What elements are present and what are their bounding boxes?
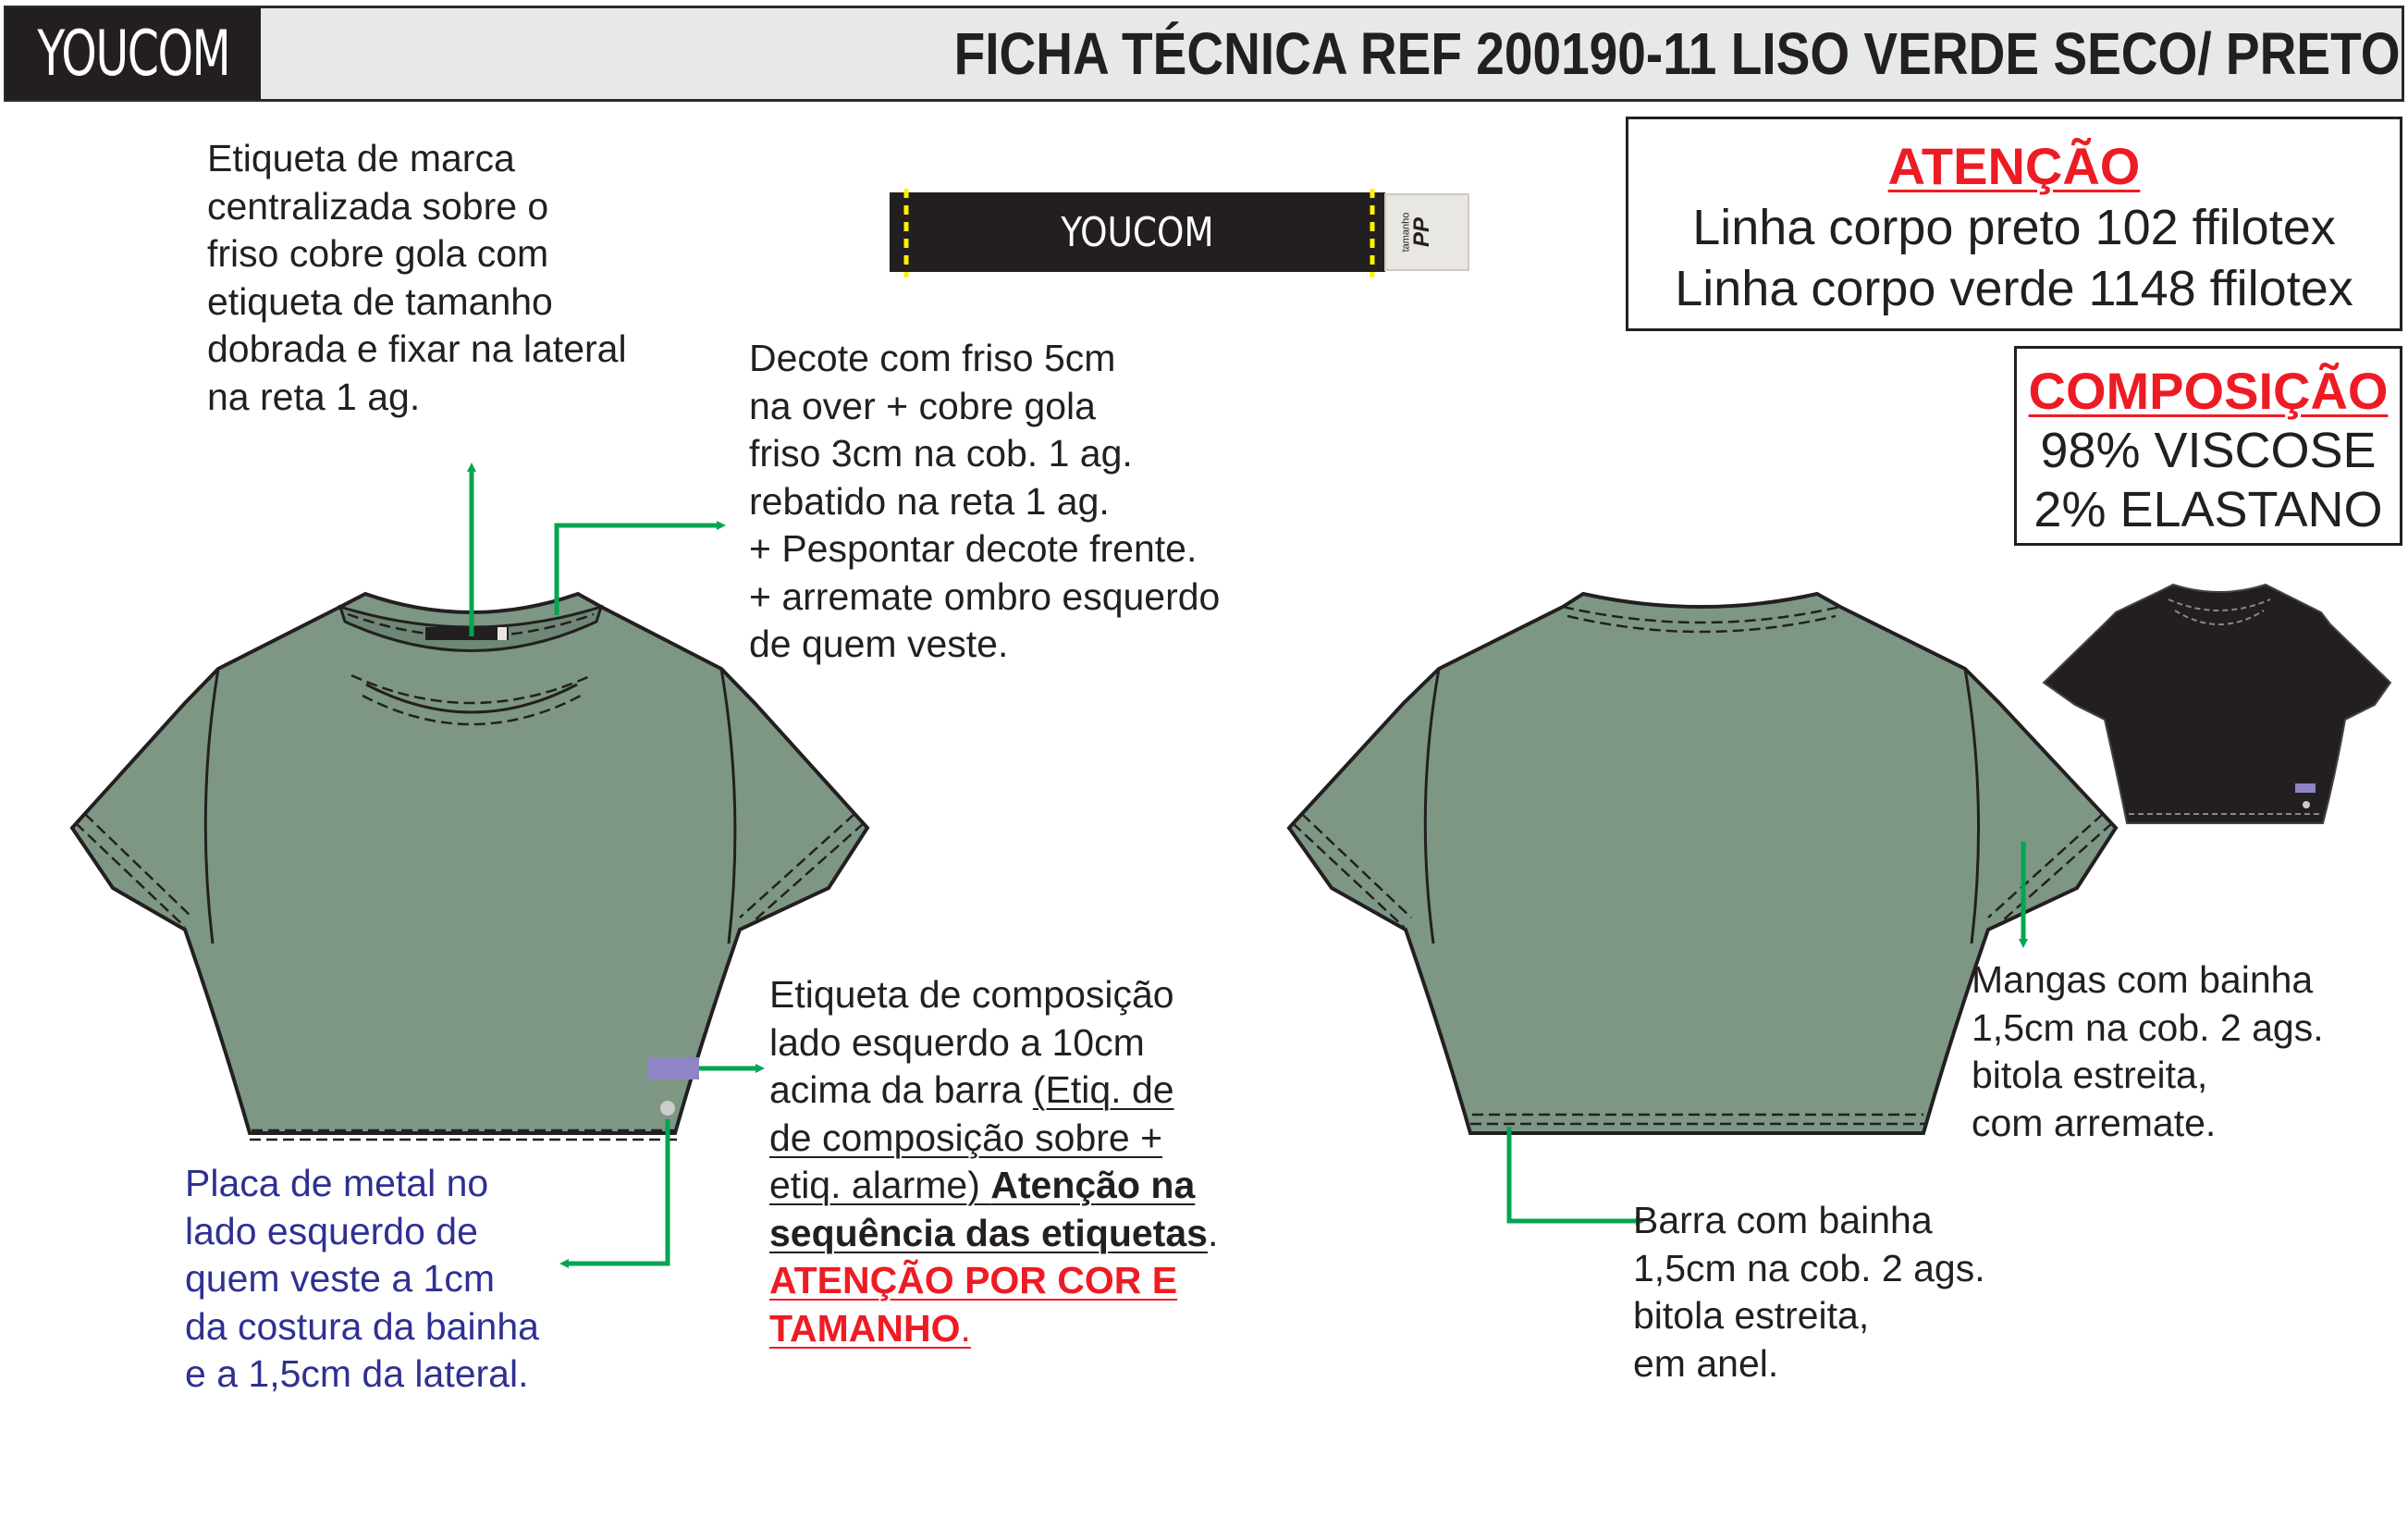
composition-heading: COMPOSIÇÃO bbox=[2028, 362, 2389, 420]
composition-label-note: Etiqueta de composição lado esquerdo a 10cm acima da barra (Etiq. de de composição sobre + etiq. alarme) Atenção na sequência das etiquetas. ATENÇÃO POR COR E TAMANHO. bbox=[769, 973, 1219, 1350]
page-title: FICHA TÉCNICA REF 200190-11 LISO VERDE SECO/ PRETO bbox=[954, 20, 2401, 87]
metal-plate-marker bbox=[660, 1101, 675, 1116]
black-tee-composition-marker bbox=[2295, 783, 2316, 793]
black-tee-body bbox=[2044, 585, 2390, 823]
black-tee-thumbnail bbox=[2044, 585, 2390, 823]
size-label-text: tamanho bbox=[1400, 212, 1411, 253]
composition-box bbox=[2014, 346, 2402, 546]
metal-plate-note: Placa de metal no lado esquerdo de quem veste a 1cm da costura da bainha e a 1,5cm da lateral. bbox=[185, 1162, 539, 1395]
composition-label-marker bbox=[647, 1057, 699, 1079]
front-tee-body bbox=[72, 594, 867, 1133]
hem-note: Barra com bainha 1,5cm na cob. 2 ags. bitola estreita, em anel. bbox=[1633, 1199, 1985, 1385]
attention-box bbox=[1626, 117, 2402, 331]
arrow-hem bbox=[1509, 1127, 1640, 1221]
brand-label-note: Etiqueta de marca centralizada sobre o friso cobre gola com etiqueta de tamanho dobrada e fixar na lateral na reta 1 ag. bbox=[207, 137, 627, 418]
front-inner-brand-label bbox=[425, 627, 509, 640]
attention-heading: ATENÇÃO bbox=[1887, 137, 2141, 195]
size-label-value: PP bbox=[1408, 216, 1434, 248]
brand-logo: YOUCOM bbox=[6, 7, 261, 100]
composition-line-2: 2% ELASTANO bbox=[2033, 482, 2383, 537]
sleeves-note: Mangas com bainha 1,5cm na cob. 2 ags. bitola estreita, com arremate. bbox=[1972, 958, 2324, 1144]
label-brand-text: YOUCOM bbox=[1061, 208, 1214, 256]
neckline-note: Decote com friso 5cm na over + cobre gola friso 3cm na cob. 1 ag. rebatido na reta 1 ag. + Pespontar decote frente. + arremate ombro esquerdo de quem veste. bbox=[749, 337, 1221, 665]
attention-line-2: Linha corpo verde 1148 ffilotex bbox=[1675, 261, 2353, 316]
attention-line-1: Linha corpo preto 102 ffilotex bbox=[1692, 200, 2336, 255]
front-tee-drawing bbox=[72, 594, 867, 1140]
composition-line-1: 98% VISCOSE bbox=[2040, 423, 2377, 478]
